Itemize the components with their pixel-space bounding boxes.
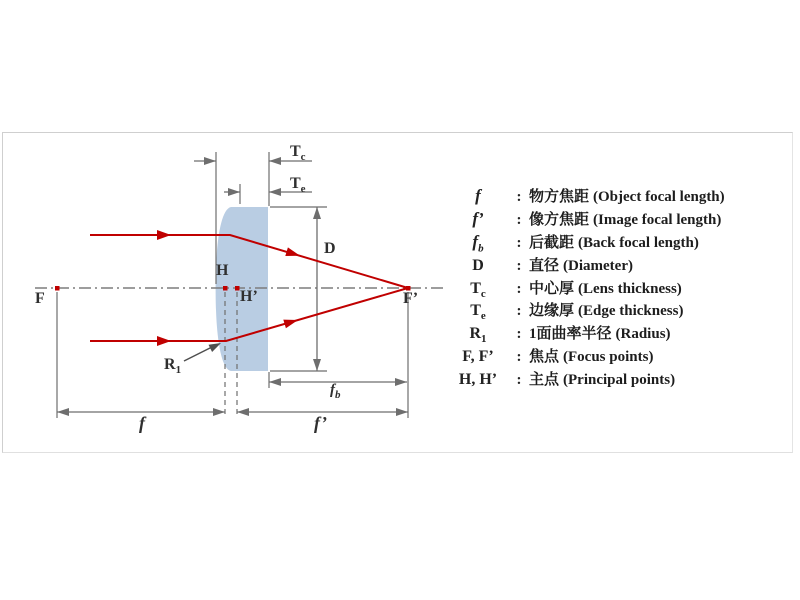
legend-description: 1面曲率半径 (Radius) xyxy=(529,326,671,343)
r1-pointer-line xyxy=(184,347,212,361)
legend-colon: : xyxy=(516,349,522,366)
tc-arrow-right xyxy=(269,157,281,165)
d-arrow-bottom xyxy=(313,359,321,371)
legend-row-f xyxy=(447,185,792,208)
legend-description: 直径 (Diameter) xyxy=(529,257,633,274)
legend-term: $f_b$ xyxy=(472,231,484,255)
ray-top-entry-arrowhead xyxy=(157,230,171,240)
f-prime-dim-label: f’ xyxy=(314,413,327,433)
r1-pointer xyxy=(184,343,221,361)
f-prime-arrow-left xyxy=(237,408,249,416)
r1-radius-label: $R_1$ xyxy=(164,356,182,377)
f-focus-dot xyxy=(55,286,60,291)
legend-colon: : xyxy=(516,372,522,389)
legend-description: 中心厚 (Lens thickness) xyxy=(529,280,682,297)
diameter-label: D xyxy=(324,240,336,257)
f-prime-arrow-right xyxy=(396,408,408,416)
legend-term: F, F’ xyxy=(462,348,494,366)
legend-row-f-prime xyxy=(447,208,792,231)
legend-colon: : xyxy=(516,211,522,228)
f-arrow-left xyxy=(57,408,69,416)
legend xyxy=(447,185,792,391)
f-arrow-right xyxy=(213,408,225,416)
legend-description: 边缘厚 (Edge thickness) xyxy=(529,303,684,320)
legend-row-fb xyxy=(447,231,792,254)
ray-bottom-refracted-arrowhead xyxy=(283,320,298,329)
legend-term: H, H’ xyxy=(458,371,498,389)
f-prime-focus-label: F’ xyxy=(403,290,419,307)
legend-term: $T_c$ xyxy=(470,279,486,300)
legend-term: $R_1$ xyxy=(469,325,487,346)
te-dim-label: $T_e$ xyxy=(290,175,306,196)
ray-top-refracted-arrowhead xyxy=(285,247,300,256)
fb-dim-label: $f_b$ xyxy=(330,382,341,401)
r1-pointer-arrowhead xyxy=(209,343,222,352)
fb-arrow-right xyxy=(395,378,407,386)
h-prime-principal-dot xyxy=(235,286,240,291)
h-prime-principal-label: H’ xyxy=(240,288,258,305)
legend-row-te xyxy=(447,299,792,322)
h-principal-label: H xyxy=(216,262,229,279)
legend-description: 主点 (Principal points) xyxy=(529,372,676,389)
legend-term: f’ xyxy=(472,208,484,228)
h-principal-dot xyxy=(223,286,228,291)
legend-colon: : xyxy=(516,326,522,343)
legend-colon: : xyxy=(516,257,522,274)
fb-arrow-left xyxy=(269,378,281,386)
tc-dim-label: $T_c$ xyxy=(290,143,306,164)
legend-term: $T_e$ xyxy=(470,302,486,323)
legend-description: 物方焦距 (Object focal length) xyxy=(529,189,725,205)
legend-colon: : xyxy=(516,189,522,205)
te-arrow-left xyxy=(228,188,240,196)
ray-bottom-entry-arrowhead xyxy=(157,336,171,346)
legend-description: 像方焦距 (Image focal length) xyxy=(529,211,722,228)
f-dim-label: f xyxy=(139,413,145,433)
legend-colon: : xyxy=(516,280,522,297)
legend-term: f xyxy=(475,186,481,205)
tc-arrow-left xyxy=(204,157,216,165)
legend-row-diameter xyxy=(447,254,792,277)
legend-description: 后截距 (Back focal length) xyxy=(529,234,699,251)
legend-row-r1 xyxy=(447,322,792,345)
legend-row-focus-points xyxy=(447,345,792,368)
f-focus-label: F xyxy=(35,290,45,307)
legend-description: 焦点 (Focus points) xyxy=(529,349,654,366)
legend-row-principal-points xyxy=(447,368,792,391)
legend-row-tc xyxy=(447,277,792,300)
te-arrow-right xyxy=(269,188,281,196)
d-arrow-top xyxy=(313,207,321,219)
legend-term: D xyxy=(472,256,484,274)
legend-colon: : xyxy=(516,303,522,320)
legend-colon: : xyxy=(516,234,522,251)
